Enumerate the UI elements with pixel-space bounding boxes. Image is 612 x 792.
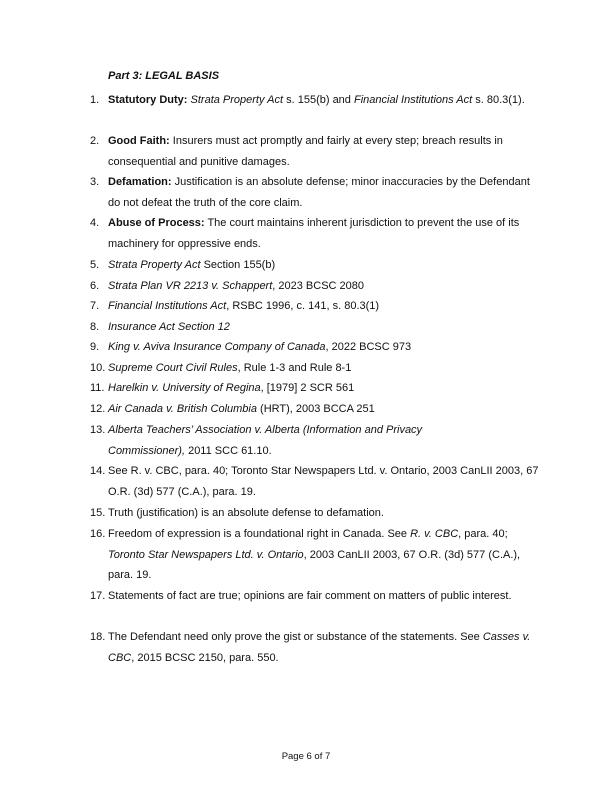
act-citation: Financial Institutions Act <box>353 94 473 106</box>
case-citation: R. v. CBC <box>410 528 459 540</box>
case-citation: Supreme Court Civil Rules <box>108 362 238 374</box>
item-number: 18. <box>90 631 106 643</box>
act-citation: Strata Property Act <box>190 94 284 106</box>
item-text: s. 80.3(1). <box>472 94 525 106</box>
list-item <box>90 586 545 607</box>
item-number: 6. <box>90 280 100 292</box>
item-lead: Abuse of Process: <box>108 217 205 229</box>
item-text: , 2023 BCSC 2080 <box>272 280 365 292</box>
list-item <box>90 276 545 297</box>
item-number: 11. <box>90 382 105 394</box>
item-number: 13. <box>90 424 106 436</box>
list-item <box>90 524 545 586</box>
item-number: 2. <box>90 135 100 147</box>
section-heading: Part 3: LEGAL BASIS <box>108 70 220 82</box>
list-item <box>90 503 545 524</box>
list-item <box>90 399 545 420</box>
case-citation: Toronto Star Newspapers Ltd. v. Ontario <box>108 548 304 561</box>
list-item <box>90 420 545 461</box>
item-text: , 2022 BCSC 973 <box>325 341 412 353</box>
list-item <box>90 378 545 399</box>
list-item <box>90 90 545 111</box>
item-text: The court maintains inherent jurisdiction to prevent the use of its machinery for oppressive ends. <box>108 217 520 250</box>
list-item <box>90 131 545 172</box>
item-text: , [1979] 2 SCR 561 <box>260 382 355 394</box>
item-lead: Statutory Duty: <box>108 94 188 106</box>
list-item <box>90 461 548 502</box>
item-text: , Rule 1-3 and Rule 8-1 <box>237 362 352 374</box>
case-citation: Alberta Teachers’ Association v. Alberta (Information and Privacy Commissioner), <box>108 424 423 457</box>
item-number: 7. <box>90 300 100 312</box>
item-text: s. 155(b) and <box>283 94 354 106</box>
item-text: Truth (justification) is an absolute defense to defamation. <box>108 507 384 519</box>
item-number: 4. <box>90 217 100 229</box>
list-item <box>90 296 545 317</box>
case-citation: King v. Aviva Insurance Company of Canada <box>108 341 326 353</box>
item-number: 17. <box>90 590 106 602</box>
item-text: , RSBC 1996, c. 141, s. 80.3(1) <box>226 300 380 312</box>
list-item <box>90 317 545 338</box>
item-text: , 2003 CanLII 2003, 67 O.R. (3d) 577 (C.A.), para. 19. <box>108 548 521 581</box>
case-citation: Harelkin v. University of Regina <box>108 382 261 394</box>
item-text: Section 155(b) <box>200 259 276 271</box>
item-number: 3. <box>90 176 100 188</box>
item-lead: Good Faith: <box>108 135 170 147</box>
item-text: (HRT), 2003 BCCA 251 <box>256 403 375 415</box>
item-number: 8. <box>90 321 100 333</box>
item-text: Freedom of expression is a foundational right in Canada. See <box>108 528 411 540</box>
item-number: 9. <box>90 341 100 353</box>
case-citation: Casses v. CBC <box>108 631 531 664</box>
list-item <box>90 172 545 213</box>
item-number: 5. <box>90 259 100 271</box>
item-text: Justification is an absolute defense; minor inaccuracies by the Defendant do not defeat the truth of the core claim. <box>108 176 530 209</box>
case-citation: Insurance Act Section 12 <box>108 321 230 333</box>
list-item <box>90 627 545 668</box>
list-item <box>90 255 545 276</box>
item-number: 10. <box>90 362 106 374</box>
list-item <box>90 358 545 379</box>
item-text: , 2015 BCSC 2150, para. 550. <box>131 651 279 664</box>
item-number: 15. <box>90 507 106 519</box>
case-citation: Air Canada v. British Columbia <box>108 403 257 415</box>
case-citation: Financial Institutions Act <box>108 300 227 312</box>
item-number: 1. <box>90 94 100 106</box>
item-number: 16. <box>90 528 106 540</box>
item-lead: Defamation: <box>108 176 172 188</box>
item-number: 14. <box>90 465 106 477</box>
page-number: Page 6 of 7 <box>281 751 331 762</box>
item-text: See R. v. CBC, para. 40; Toronto Star Newspapers Ltd. v. Ontario, 2003 CanLII 2003, 67 O.R. (3d) 577 (C.A.), para. 19. <box>108 465 548 498</box>
item-text: 2011 SCC 61.10. <box>185 444 272 457</box>
case-citation: Strata Plan VR 2213 v. Schappert <box>108 280 273 292</box>
item-text: The Defendant need only prove the gist or substance of the statements. See <box>108 631 483 643</box>
list-item <box>90 213 545 254</box>
item-text: , para. 40; <box>458 528 508 540</box>
case-citation: Strata Property Act <box>108 259 201 271</box>
item-text: Insurers must act promptly and fairly at every step; breach results in consequential and punitive damages. <box>108 135 503 168</box>
list-item <box>90 337 545 358</box>
item-text: Statements of fact are true; opinions are fair comment on matters of public interest. <box>108 590 512 602</box>
item-number: 12. <box>90 403 106 415</box>
